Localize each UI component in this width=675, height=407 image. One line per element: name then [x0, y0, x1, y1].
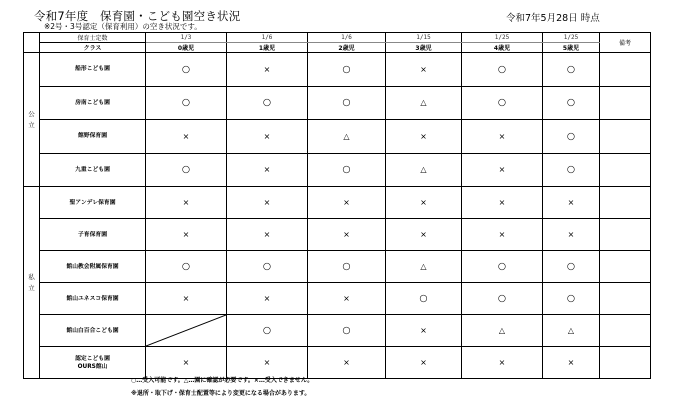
ratio-3: 1/15 — [386, 33, 462, 43]
remark-cell — [600, 153, 651, 187]
group-private-label — [24, 187, 40, 379]
ratio-4: 1/25 — [462, 33, 543, 43]
page-subtitle: ※2号・3号認定（保育利用）の空き状況です。 — [44, 22, 202, 31]
status-cell: × — [462, 219, 543, 251]
remarks-header: 備考 — [600, 33, 651, 53]
ratio-0: 1/3 — [146, 33, 227, 43]
remark-cell — [600, 187, 651, 219]
status-cell: × — [386, 187, 462, 219]
status-cell: ○ — [543, 153, 600, 187]
status-cell: × — [227, 219, 308, 251]
status-cell: ○ — [543, 251, 600, 283]
status-cell: ○ — [543, 120, 600, 154]
table-row — [24, 283, 651, 315]
footnote-text: ※退所・取下げ・保育士配置等により変更になる場合があります。 — [131, 390, 311, 397]
as-of-date: 令和7年5月28日 時点 — [506, 13, 600, 24]
status-cell: × — [146, 120, 227, 154]
facility-name: 房南こども園 — [40, 86, 146, 120]
status-cell: × — [386, 219, 462, 251]
age-3: 3歳児 — [386, 43, 462, 53]
remark-cell — [600, 251, 651, 283]
status-cell: ○ — [308, 53, 386, 87]
table-row — [24, 53, 651, 87]
status-cell: × — [227, 120, 308, 154]
status-cell: × — [543, 347, 600, 379]
status-cell: × — [227, 347, 308, 379]
status-cell: ○ — [543, 86, 600, 120]
age-1: 1歳児 — [227, 43, 308, 53]
facility-name: 館山教会附属保育園 — [40, 251, 146, 283]
status-cell: ○ — [308, 86, 386, 120]
facility-name: 子育保育園 — [40, 219, 146, 251]
status-cell: × — [386, 120, 462, 154]
status-cell: △ — [462, 315, 543, 347]
remark-cell — [600, 86, 651, 120]
status-cell: × — [146, 283, 227, 315]
facility-name: 船形こども園 — [40, 53, 146, 87]
facility-name-line: OURS館山 — [77, 363, 108, 370]
status-cell: ○ — [462, 283, 543, 315]
status-cell: ○ — [227, 86, 308, 120]
status-cell: × — [308, 283, 386, 315]
diagonal-strike — [146, 315, 226, 346]
status-cell: ○ — [308, 251, 386, 283]
status-cell: ○ — [227, 251, 308, 283]
status-cell: × — [386, 315, 462, 347]
ratio-5: 1/25 — [543, 33, 600, 43]
age-5: 5歳児 — [543, 43, 600, 53]
corner-cell — [24, 33, 40, 53]
status-cell: × — [543, 187, 600, 219]
table-row — [24, 347, 651, 379]
ratio-2: 1/6 — [308, 33, 386, 43]
age-2: 2歳児 — [308, 43, 386, 53]
group-char: 公 — [28, 109, 35, 118]
status-cell: ○ — [146, 153, 227, 187]
remark-cell — [600, 347, 651, 379]
table-row — [24, 219, 651, 251]
table-row — [24, 86, 651, 120]
status-cell: × — [146, 347, 227, 379]
status-cell: △ — [543, 315, 600, 347]
table-row — [24, 187, 651, 219]
status-cell: ○ — [462, 53, 543, 87]
status-cell: ○ — [227, 315, 308, 347]
status-cell: ○ — [386, 283, 462, 315]
remark-cell — [600, 219, 651, 251]
not-applicable-cell — [146, 315, 227, 347]
status-cell: ○ — [146, 251, 227, 283]
table-row — [24, 251, 651, 283]
status-cell: × — [146, 219, 227, 251]
status-cell: × — [227, 153, 308, 187]
remark-cell — [600, 283, 651, 315]
ratio-1: 1/6 — [227, 33, 308, 43]
facility-name: 館山白百合こども園 — [40, 315, 146, 347]
table-row — [24, 120, 651, 154]
status-cell: △ — [308, 120, 386, 154]
status-cell: ○ — [308, 153, 386, 187]
status-cell: ○ — [543, 283, 600, 315]
class-label: クラス — [40, 43, 146, 53]
status-cell: × — [462, 187, 543, 219]
facility-name: 館山ユネスコ保育園 — [40, 283, 146, 315]
status-cell: ○ — [146, 86, 227, 120]
table-row — [24, 315, 651, 347]
status-cell: × — [462, 153, 543, 187]
facility-name: 九重こども園 — [40, 153, 146, 187]
status-cell: ○ — [308, 315, 386, 347]
group-char: 私 — [28, 272, 35, 281]
status-cell: × — [227, 53, 308, 87]
status-cell: ○ — [146, 53, 227, 87]
status-cell: × — [308, 347, 386, 379]
age-0: 0歳児 — [146, 43, 227, 53]
remark-cell — [600, 53, 651, 87]
status-cell: × — [308, 187, 386, 219]
status-cell: × — [227, 187, 308, 219]
group-char: 立 — [28, 283, 35, 292]
vacancy-table — [23, 32, 651, 379]
ratio-label: 保育士定数 — [40, 33, 146, 43]
status-cell: △ — [386, 153, 462, 187]
status-cell: △ — [386, 86, 462, 120]
status-cell: × — [386, 53, 462, 87]
legend-text: ○…受入可能です。△…園に確認が必要です。×…受入できません。 — [131, 377, 314, 384]
table-row — [24, 153, 651, 187]
status-cell: △ — [386, 251, 462, 283]
status-cell: × — [308, 219, 386, 251]
age-header-row — [24, 43, 651, 53]
remark-cell — [600, 120, 651, 154]
facility-name: 聖アンデレ保育園 — [40, 187, 146, 219]
remark-cell — [600, 315, 651, 347]
status-cell: ○ — [462, 251, 543, 283]
status-cell: × — [543, 219, 600, 251]
status-cell: × — [462, 120, 543, 154]
ratio-header-row — [24, 33, 651, 43]
status-cell: × — [227, 283, 308, 315]
facility-name — [40, 347, 146, 379]
status-cell: ○ — [462, 86, 543, 120]
group-public-label — [24, 53, 40, 187]
status-cell: × — [386, 347, 462, 379]
status-cell: × — [462, 347, 543, 379]
facility-name-line: 認定こども園 — [75, 355, 110, 362]
page-title: 令和7年度 保育園・こども園空き状況 — [34, 9, 241, 23]
facility-name: 館野保育園 — [40, 120, 146, 154]
group-char: 立 — [28, 120, 35, 129]
status-cell: × — [146, 187, 227, 219]
status-cell: ○ — [543, 53, 600, 87]
age-4: 4歳児 — [462, 43, 543, 53]
